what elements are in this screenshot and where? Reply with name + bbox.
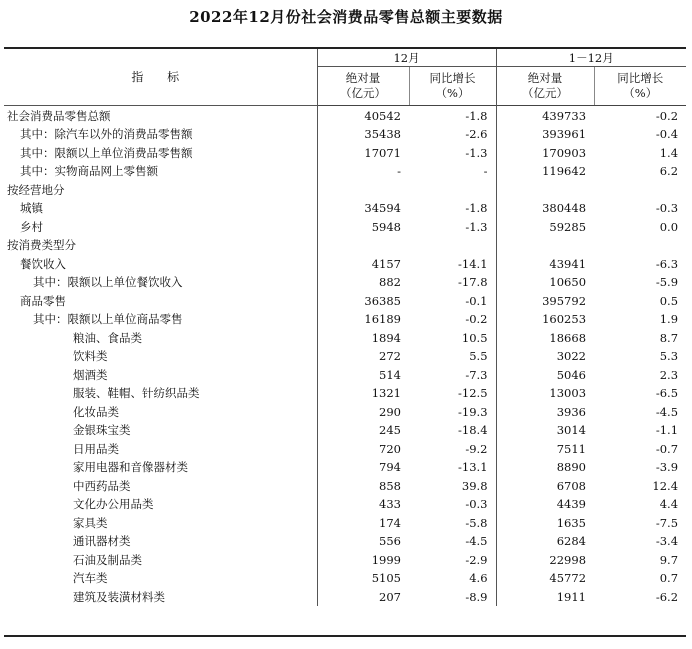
row-indicator-name: 餐饮收入 xyxy=(4,255,317,274)
month-yoy-value: -2.6 xyxy=(409,125,496,144)
month-yoy-value: -1.3 xyxy=(409,144,496,163)
month-absolute-value: 1894 xyxy=(371,330,401,345)
month-absolute-value: 556 xyxy=(379,534,401,549)
ytd-absolute-value: 13003 xyxy=(549,386,587,401)
ytd-absolute-value: 1911 xyxy=(556,589,587,604)
ytd-absolute-value: 45772 xyxy=(549,571,587,586)
table-row xyxy=(4,366,686,385)
ytd-yoy-value: 0.5 xyxy=(659,293,679,308)
month-yoy-value: -14.1 xyxy=(409,255,496,274)
ytd-absolute-value: 43941 xyxy=(549,256,587,271)
month-yoy-value: -2.9 xyxy=(409,551,496,570)
row-indicator-name: 石油及制品类 xyxy=(4,551,317,570)
row-indicator-name: 汽车类 xyxy=(4,569,317,588)
ytd-absolute-value: 119642 xyxy=(542,164,587,179)
ytd-absolute-value: 10650 xyxy=(549,275,587,290)
month-absolute-value: 5948 xyxy=(371,219,401,234)
month-absolute-value: 1321 xyxy=(371,386,401,401)
table-row xyxy=(4,458,686,477)
month-absolute-value: 4157 xyxy=(371,256,401,271)
ytd-yoy-value: -0.7 xyxy=(655,441,679,456)
month-yoy-header xyxy=(409,67,496,106)
ytd-absolute-value xyxy=(496,181,594,200)
ytd-yoy-value: 1.9 xyxy=(659,312,679,327)
row-indicator-name: 粮油、食品类 xyxy=(4,329,317,348)
row-indicator-name: 服装、鞋帽、针纺织品类 xyxy=(4,384,317,403)
month-absolute-value: 40542 xyxy=(364,108,401,123)
ytd-absolute-value: 3936 xyxy=(556,404,587,419)
ytd-yoy-value: -1.1 xyxy=(655,423,679,438)
ytd-yoy-value: 2.3 xyxy=(659,367,679,382)
ytd-yoy-value: 9.7 xyxy=(659,552,679,567)
row-indicator-name: 饮料类 xyxy=(4,347,317,366)
month-yoy-label: 同比增长 xyxy=(429,71,476,85)
ytd-absolute-value: 59285 xyxy=(549,219,587,234)
month-yoy-value: -19.3 xyxy=(409,403,496,422)
month-yoy-value: -0.3 xyxy=(409,495,496,514)
month-yoy-value: - xyxy=(409,162,496,181)
table-row xyxy=(4,310,686,329)
ytd-yoy-value: -6.3 xyxy=(655,256,679,271)
table-row xyxy=(4,199,686,218)
table-row xyxy=(4,440,686,459)
month-yoy-value: 4.6 xyxy=(409,569,496,588)
ytd-yoy-value: 0.0 xyxy=(659,219,679,234)
row-indicator-name: 通讯器材类 xyxy=(4,532,317,551)
month-absolute-header xyxy=(317,67,409,106)
ytd-yoy-value: -3.9 xyxy=(655,460,679,475)
ytd-yoy-value: -4.5 xyxy=(655,404,679,419)
month-absolute-value: 290 xyxy=(379,404,401,419)
month-yoy-value: -0.2 xyxy=(409,310,496,329)
month-yoy-value: -12.5 xyxy=(409,384,496,403)
ytd-yoy-value xyxy=(594,181,686,200)
table-row xyxy=(4,514,686,533)
table-row xyxy=(4,255,686,274)
ytd-yoy-value: -7.5 xyxy=(655,515,679,530)
ytd-absolute-value xyxy=(496,236,594,255)
row-indicator-name: 商品零售 xyxy=(4,292,317,311)
month-yoy-value: -4.5 xyxy=(409,532,496,551)
row-indicator-name: 文化办公用品类 xyxy=(4,495,317,514)
row-indicator-name: 金银珠宝类 xyxy=(4,421,317,440)
ytd-yoy-value: 12.4 xyxy=(652,478,679,493)
month-absolute-label: 绝对量 xyxy=(345,71,381,85)
table-row xyxy=(4,403,686,422)
ytd-yoy-value: -5.9 xyxy=(655,275,679,290)
retail-sales-table xyxy=(4,49,686,606)
table-row xyxy=(4,105,686,125)
ytd-absolute-value: 6708 xyxy=(556,478,587,493)
month-group-header: 12月 xyxy=(317,49,496,67)
table-row xyxy=(4,384,686,403)
table-row xyxy=(4,218,686,237)
month-yoy-value: -5.8 xyxy=(409,514,496,533)
row-indicator-name: 其中：限额以上单位餐饮收入 xyxy=(4,273,317,292)
month-absolute-value: 174 xyxy=(379,515,401,530)
month-absolute-value: 272 xyxy=(379,349,401,364)
ytd-yoy-value: 6.2 xyxy=(659,164,679,179)
ytd-yoy-header xyxy=(594,67,686,106)
ytd-yoy-label: 同比增长 xyxy=(617,71,664,85)
month-absolute-value: 17071 xyxy=(364,145,401,160)
ytd-yoy-value xyxy=(594,236,686,255)
month-absolute-value: 35438 xyxy=(364,127,401,142)
month-yoy-value xyxy=(409,181,496,200)
month-absolute-value: 1999 xyxy=(371,552,401,567)
table-row xyxy=(4,162,686,181)
month-absolute-value: 858 xyxy=(379,478,401,493)
month-yoy-value: -18.4 xyxy=(409,421,496,440)
ytd-group-header: 1－12月 xyxy=(496,49,686,67)
month-absolute-value: 882 xyxy=(379,275,401,290)
month-absolute-value: 5105 xyxy=(371,571,401,586)
table-body xyxy=(4,105,686,606)
month-yoy-value: -17.8 xyxy=(409,273,496,292)
month-absolute-value: 16189 xyxy=(364,312,401,327)
ytd-absolute-value: 3014 xyxy=(556,423,587,438)
row-indicator-name: 按消费类型分 xyxy=(4,236,317,255)
ytd-absolute-value: 395792 xyxy=(542,293,587,308)
row-indicator-name: 城镇 xyxy=(4,199,317,218)
ytd-absolute-value: 7511 xyxy=(556,441,587,456)
month-absolute-value: 794 xyxy=(379,460,401,475)
ytd-yoy-value: -0.3 xyxy=(655,201,679,216)
row-indicator-name: 其中：实物商品网上零售额 xyxy=(4,162,317,181)
row-indicator-name: 其中：限额以上单位消费品零售额 xyxy=(4,144,317,163)
indicator-header: 指 标 xyxy=(4,49,317,105)
row-indicator-name: 乡村 xyxy=(4,218,317,237)
month-absolute-value: 433 xyxy=(379,497,401,512)
ytd-absolute-value: 8890 xyxy=(556,460,587,475)
row-indicator-name: 建筑及装潢材料类 xyxy=(4,588,317,607)
month-absolute-value xyxy=(317,236,409,255)
month-yoy-value: 5.5 xyxy=(409,347,496,366)
row-indicator-name: 其中：除汽车以外的消费品零售额 xyxy=(4,125,317,144)
ytd-absolute-value: 18668 xyxy=(549,330,587,345)
month-absolute-value: 245 xyxy=(379,423,401,438)
month-yoy-value: -13.1 xyxy=(409,458,496,477)
ytd-yoy-value: -0.2 xyxy=(655,108,679,123)
table-row xyxy=(4,532,686,551)
month-yoy-value: -0.1 xyxy=(409,292,496,311)
table-row xyxy=(4,144,686,163)
table-row xyxy=(4,495,686,514)
ytd-absolute-value: 393961 xyxy=(542,127,587,142)
ytd-yoy-value: -3.4 xyxy=(655,534,679,549)
table-row xyxy=(4,236,686,255)
month-yoy-unit: （%） xyxy=(435,86,470,100)
ytd-absolute-unit: （亿元） xyxy=(522,86,569,100)
table-row xyxy=(4,569,686,588)
ytd-absolute-value: 4439 xyxy=(556,497,587,512)
table-row xyxy=(4,273,686,292)
table-row xyxy=(4,551,686,570)
month-yoy-value: -1.8 xyxy=(409,105,496,125)
ytd-absolute-value: 160253 xyxy=(542,312,587,327)
ytd-yoy-value: 4.4 xyxy=(659,497,679,512)
ytd-absolute-header xyxy=(496,67,594,106)
ytd-yoy-value: 1.4 xyxy=(659,145,679,160)
month-absolute-unit: （亿元） xyxy=(340,86,386,100)
ytd-absolute-value: 170903 xyxy=(542,145,587,160)
table-row xyxy=(4,421,686,440)
ytd-yoy-value: 5.3 xyxy=(659,349,679,364)
month-yoy-value: -8.9 xyxy=(409,588,496,607)
table-row xyxy=(4,181,686,200)
month-yoy-value xyxy=(409,236,496,255)
month-yoy-value: 10.5 xyxy=(409,329,496,348)
page-title: 2022年12月份社会消费品零售总额主要数据 xyxy=(189,8,503,26)
row-indicator-name: 家用电器和音像器材类 xyxy=(4,458,317,477)
table-row xyxy=(4,588,686,607)
ytd-absolute-value: 3022 xyxy=(556,349,587,364)
row-indicator-name: 家具类 xyxy=(4,514,317,533)
row-indicator-name: 日用品类 xyxy=(4,440,317,459)
ytd-absolute-value: 5046 xyxy=(556,367,587,382)
month-absolute-value: 720 xyxy=(379,441,401,456)
table-row xyxy=(4,292,686,311)
month-yoy-value: -9.2 xyxy=(409,440,496,459)
table-bottom-rule xyxy=(4,635,686,637)
row-indicator-name: 社会消费品零售总额 xyxy=(4,105,317,125)
ytd-yoy-value: -6.2 xyxy=(655,589,679,604)
ytd-yoy-value: -6.5 xyxy=(655,386,679,401)
ytd-yoy-value: 0.7 xyxy=(659,571,679,586)
month-absolute-value: - xyxy=(397,164,401,179)
table-row xyxy=(4,477,686,496)
month-absolute-value: 34594 xyxy=(364,201,401,216)
table-row xyxy=(4,347,686,366)
month-yoy-value: -7.3 xyxy=(409,366,496,385)
month-absolute-value: 36385 xyxy=(364,293,401,308)
ytd-absolute-value: 1635 xyxy=(556,515,587,530)
ytd-absolute-value: 439733 xyxy=(542,108,587,123)
ytd-absolute-value: 6284 xyxy=(556,534,587,549)
month-yoy-value: 39.8 xyxy=(409,477,496,496)
ytd-absolute-label: 绝对量 xyxy=(527,71,563,85)
ytd-absolute-value: 22998 xyxy=(549,552,587,567)
month-absolute-value: 514 xyxy=(379,367,401,382)
ytd-yoy-value: -0.4 xyxy=(655,127,679,142)
month-absolute-value xyxy=(317,181,409,200)
table-row xyxy=(4,329,686,348)
ytd-yoy-value: 8.7 xyxy=(659,330,679,345)
month-absolute-value: 207 xyxy=(379,589,401,604)
row-indicator-name: 中西药品类 xyxy=(4,477,317,496)
row-indicator-name: 其中：限额以上单位商品零售 xyxy=(4,310,317,329)
month-yoy-value: -1.3 xyxy=(409,218,496,237)
row-indicator-name: 化妆品类 xyxy=(4,403,317,422)
table-row xyxy=(4,125,686,144)
row-indicator-name: 按经营地分 xyxy=(4,181,317,200)
row-indicator-name: 烟酒类 xyxy=(4,366,317,385)
ytd-absolute-value: 380448 xyxy=(542,201,587,216)
ytd-yoy-unit: （%） xyxy=(623,86,658,100)
month-yoy-value: -1.8 xyxy=(409,199,496,218)
